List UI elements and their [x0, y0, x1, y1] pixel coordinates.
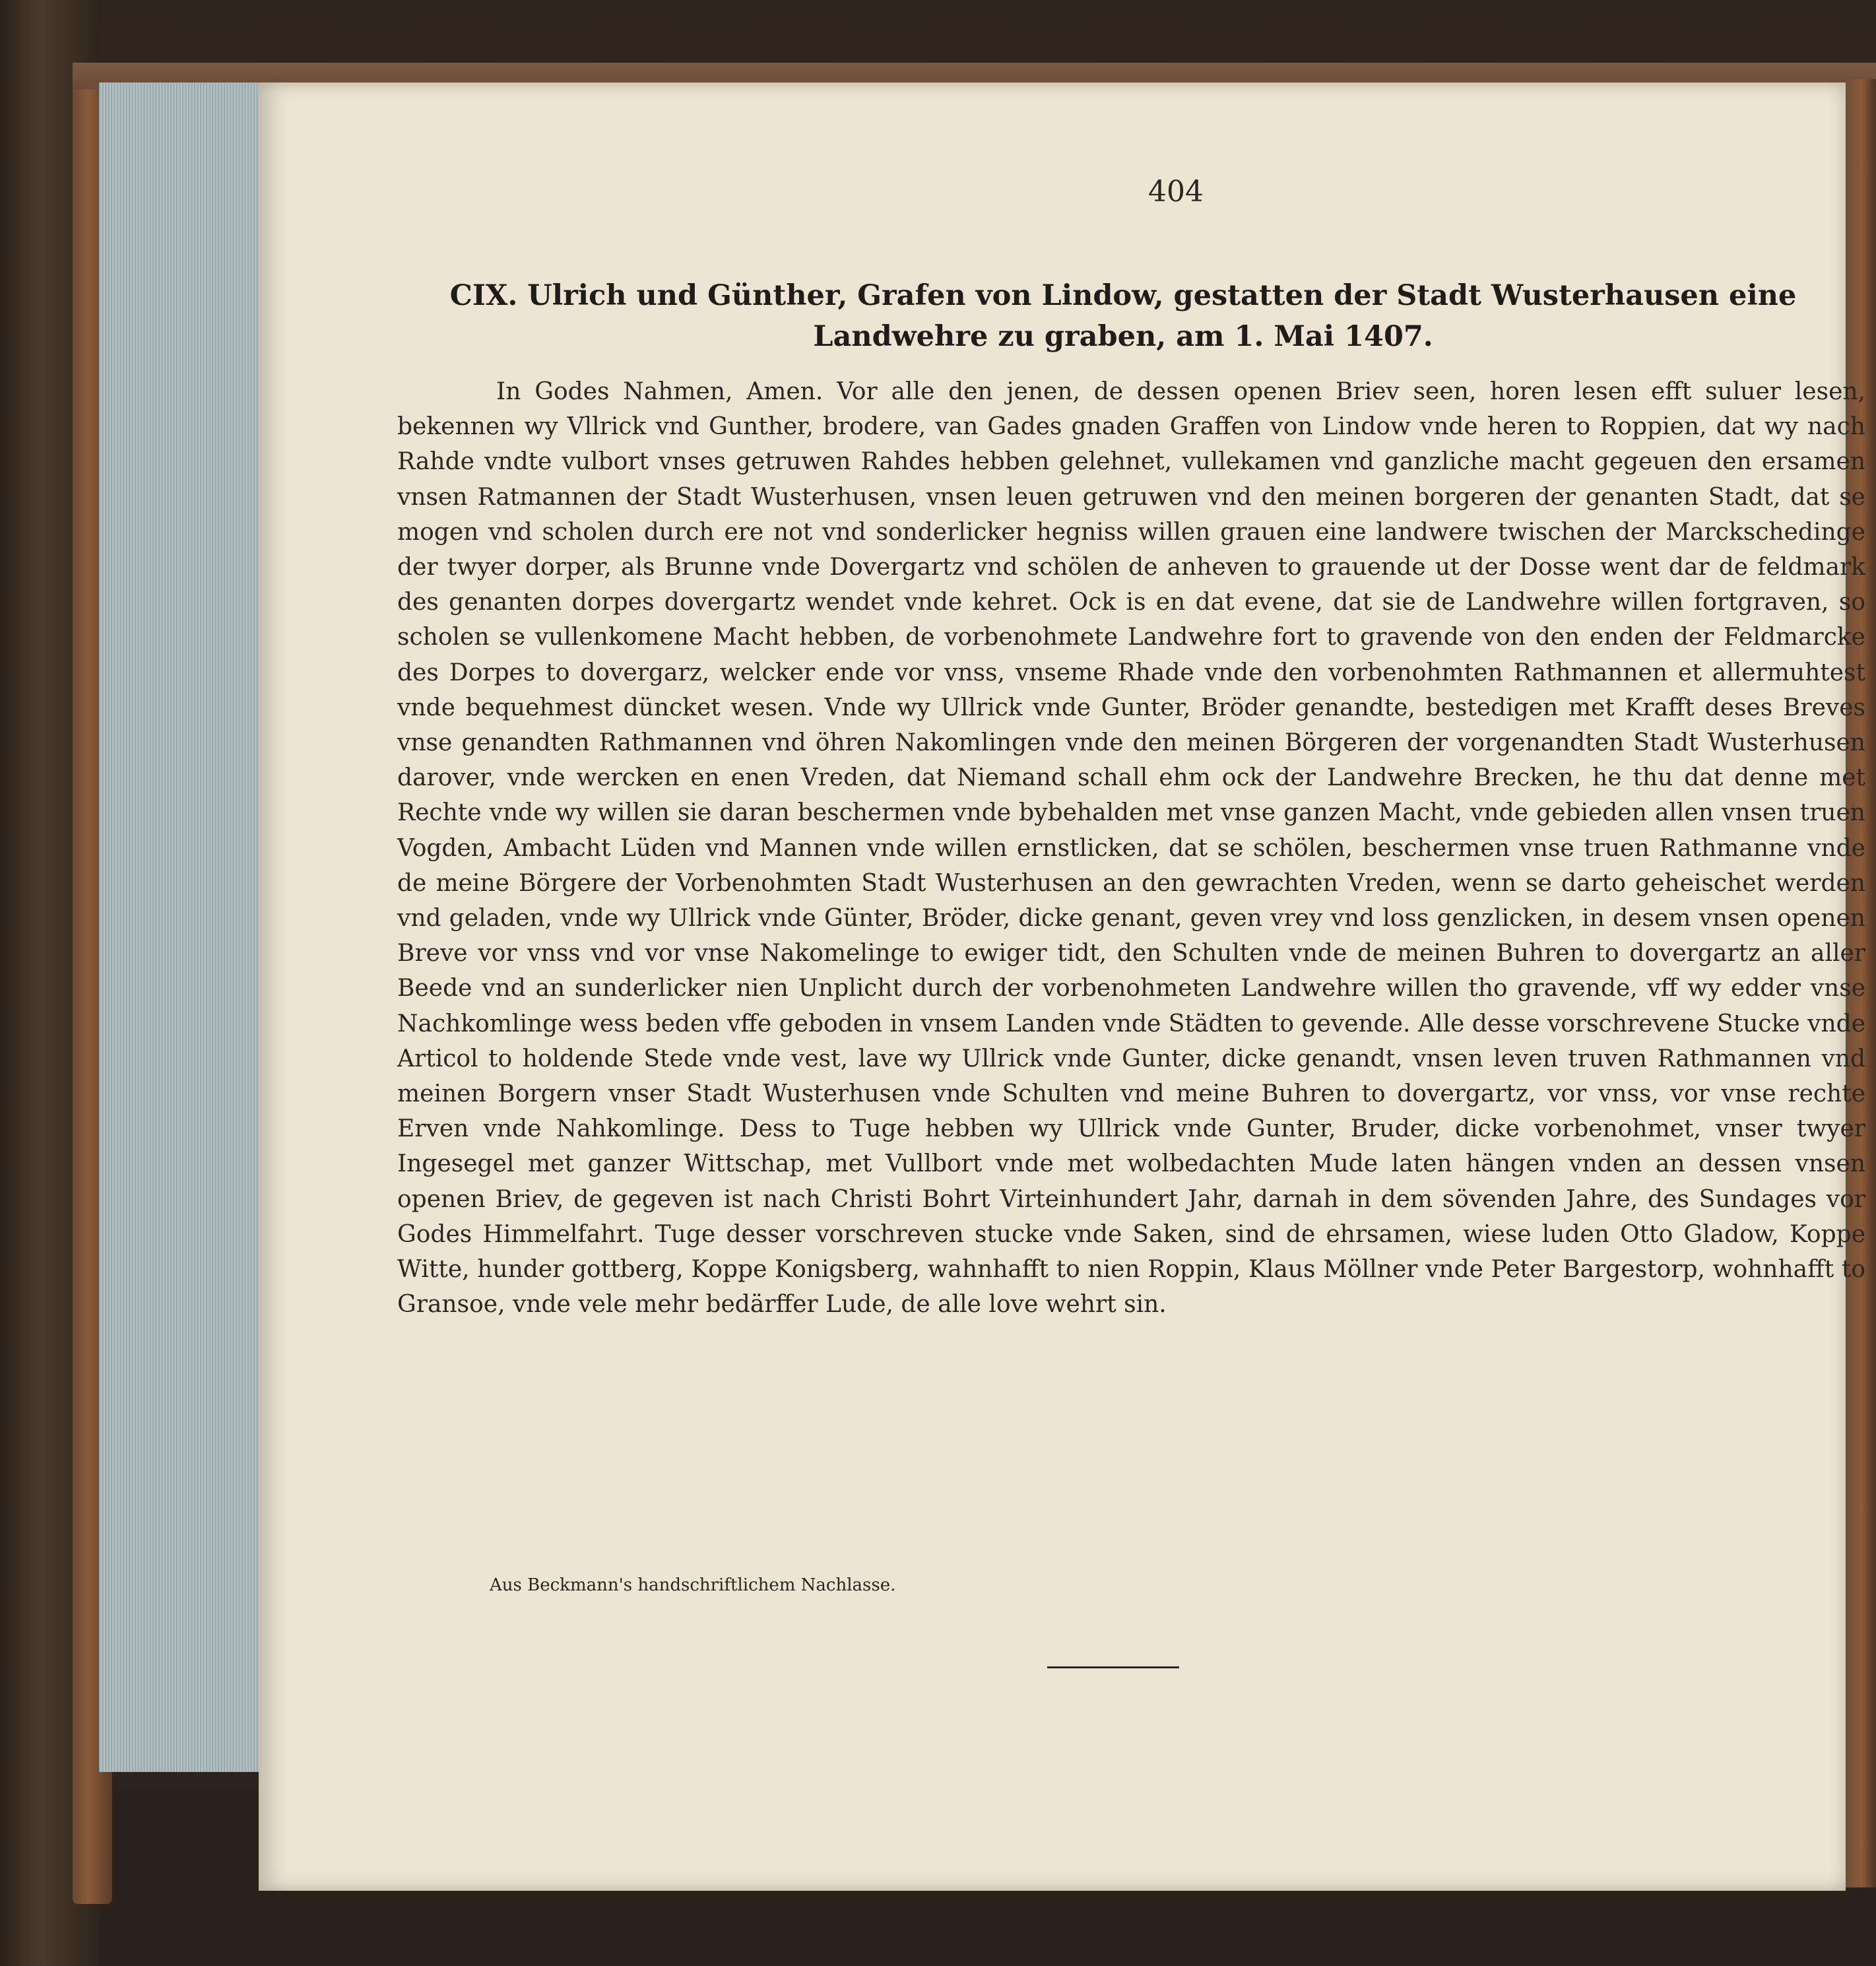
page-edges [99, 82, 266, 1772]
page-number: 404 [1148, 175, 1204, 209]
source-note: Aus Beckmann's handschriftlichem Nachlasse. [490, 1575, 896, 1595]
end-rule [1047, 1666, 1179, 1668]
document-heading: CIX. Ulrich und Günther, Grafen von Lindow, gestatten der Stadt Wusterhausen eine Landwehre zu graben, am 1. Mai 1407. [449, 279, 1797, 353]
book-page [259, 82, 1865, 1891]
charter-text: In Godes Nahmen, Amen. Vor alle den jenen, de dessen openen Briev seen, horen lesen efft suluer lesen, bekennen wy Vllrick vnd Gunther, brodere, van Gades gnaden Graffen von Lindow vnde heren to Roppien, dat wy nach Rahde vndte vulbort vnses getruwen Rahdes hebben gelehnet, vullekamen vnd ganzliche macht gegeuen den ersamen vnsen Ratmannen der Stadt Wusterhusen, vnsen leuen getruwen vnd den meinen borgeren der genanten Stadt, dat se mogen vnd scholen durch ere not vnd sonderlicker hegniss willen grauen eine landwere twischen der Marckschedinge der twyer dorper, als Brunne vnde Dovergartz vnd schölen de anheven to grauende ut der Dosse went dar de feldmark des genanten dorpes dovergartz wendet vnde kehret. Ock is en dat evene, dat sie de Landwehre willen fortgraven, so scholen se vullenkomene Macht hebben, de vorbenohmete Landwehre fort to gravende von den enden der Feldmarcke des Dorpes to dovergarz, welcker ende vor vnss, vnseme Rhade vnde den vorbenohmten Rathmannen et allermuhtest vnde bequehmest düncket wesen. Vnde wy Ullrick vnde Gunter, Bröder genandte, bestedigen met Krafft deses Breves vnse genandten Rathmannen vnd öhren Nakomlingen vnde den meinen Börgeren der vorgenandten Stadt Wusterhusen darover, vnde wercken en enen Vreden, dat Niemand schall ehm ock der Landwehre Brecken, he thu dat denne met Rechte vnde wy willen sie daran beschermen vnde bybehalden met vnse ganzen Macht, vnde gebieden allen vnsen truen Vogden, Ambacht Lüden vnd Mannen vnde willen ernstlicken, dat se schölen, beschermen vnse truen Rathmanne vnde de meine Börgere der Vorbenohmten Stadt Wusterhusen an den gewrachten Vreden, wenn se darto geheischet werden vnd geladen, vnde wy Ullrick vnde Günter, Bröder, dicke genant, geven vrey vnd loss genzlicken, in desem vnsen openen Breve vor vnss vnd vor vnse Nakomelinge to ewiger tidt, den Schulten vnde de meinen Buhren to dovergartz an aller Beede vnd an sunderlicker nien Unplicht durch der vorbenohmeten Landwehre willen tho gravende, vff wy edder vnse Nachkomlinge wess beden vffe geboden in vnsem Landen vnde Städten to gevende. Alle desse vorschrevene Stucke vnde Articol to holdende Stede vnde vest, lave wy Ullrick vnde Gunter, dicke genandt, vnsen leven truven Rathmannen vnd meinen Borgern vnser Stadt Wusterhusen vnde Schulten vnd meine Buhren to dovergartz, vor vnss, vor vnse rechte Erven vnde Nahkomlinge. Dess to Tuge hebben wy Ullrick vnde Gunter, Bruder, dicke vorbenohmet, vnser twyer Ingesegel met ganzer Wittschap, met Vullbort vnde met wolbedachten Mude laten hängen vnden an dessen vnsen openen Briev, de gegeven ist nach Christi Bohrt Virteinhundert Jahr, darnah in dem sövenden Jahre, des Sundages vor Godes Himmelfahrt. Tuge desser vorschreven stucke vnde Saken, sind de ehrsamen, wiese luden Otto Gladow, Koppe Witte, hunder gottberg, Koppe Konigsberg, wahnhafft to nien Roppin, Klaus Möllner vnde Peter Bargestorp, wohnhafft to Gransoe, vnde vele mehr bedärffer Lude, de alle love wehrt sin. [397, 378, 1865, 1319]
